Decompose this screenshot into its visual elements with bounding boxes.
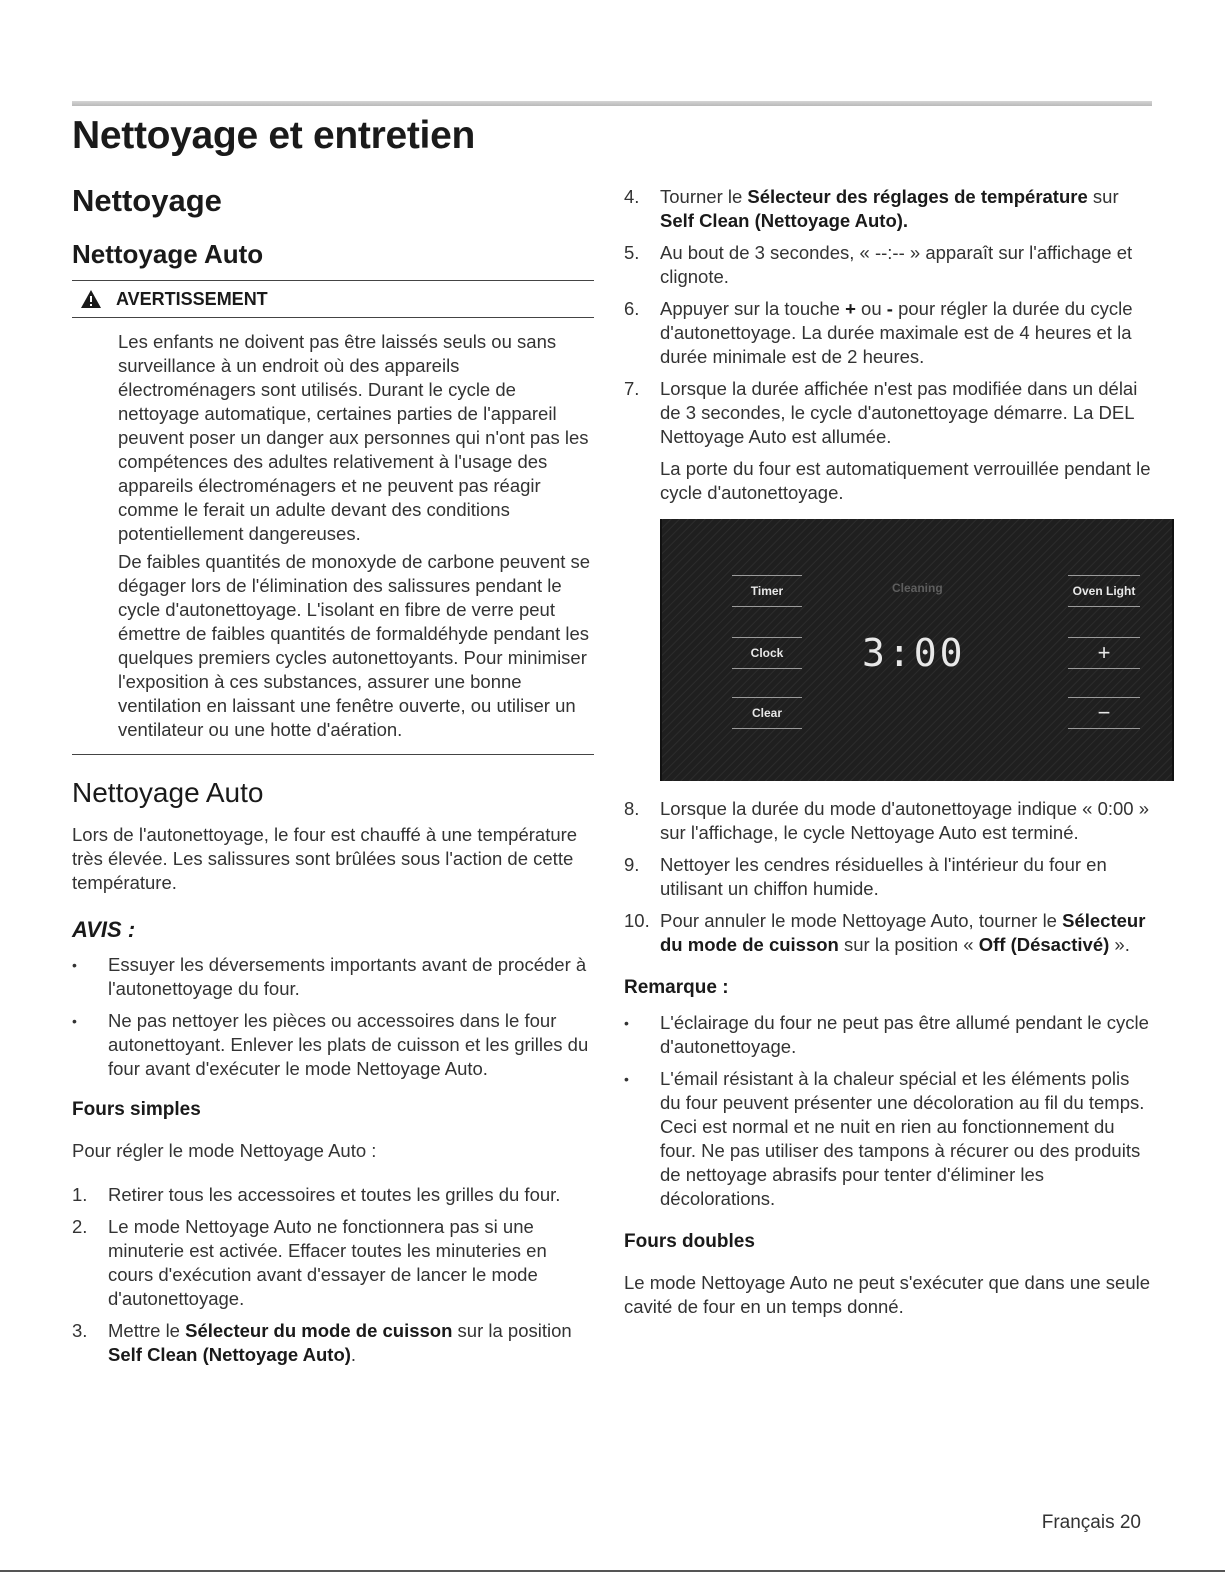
step-number: 3. (72, 1320, 88, 1341)
step-text: Lorsque la durée du mode d'autonettoyage indique « 0:00 » sur l'affichage, le cycle Nettoyage Auto est terminé. (660, 798, 1150, 843)
step-item (624, 377, 1152, 505)
double-ovens-text: Le mode Nettoyage Auto ne peut s'exécuter que dans une seule cavité de four en un temps donné. (624, 1272, 1151, 1317)
warning-paragraph: Les enfants ne doivent pas être laissés seuls ou sans surveillance à un endroit où des appareils électroménagers sont utilisés. Durant le cycle de nettoyage automatique, certaines parties de l'appareil peuvent poser un danger aux personnes qui n'ont pas les compétences des adultes relativement à l'usage des appareils électroménagers et ne peuvent pas réagir comme le ferait un adulte devant des conditions potentiellement dangereuses. (118, 331, 589, 544)
step-number: 7. (624, 378, 640, 399)
text-run: sur la position « (838, 934, 979, 955)
step-number: 6. (624, 298, 640, 319)
avis-label: AVIS (72, 917, 122, 942)
page-number: Français 20 (1041, 1512, 1141, 1533)
step-item (624, 297, 1152, 369)
steps-list (624, 185, 1152, 505)
bold-run: Sélecteur des réglages de température (747, 186, 1088, 207)
list-item: • Essuyer les déversements importants avant de procéder à l'autonettoyage du four. (72, 953, 594, 1001)
subsection-title: Nettoyage Auto (72, 239, 264, 269)
bold-run: Sélecteur du mode de cuisson (660, 910, 1146, 955)
text-run: ». (1109, 934, 1130, 955)
text-run: sur (1087, 186, 1119, 207)
intro-text: Lors de l'autonettoyage, le four est chauffé à une température très élevée. Les salissures sont brûlées sous l'action de cette température. (72, 824, 578, 893)
page-title: Nettoyage et entretien (72, 114, 475, 157)
minus-button: − (1068, 697, 1140, 729)
warning-paragraph: De faibles quantités de monoxyde de carbone peuvent se dégager lors de l'élimination des salissures pendant le cycle d'autonettoyage. L'isolant en fibre de verre peut émettre de faibles quantités de formaldéhyde pendant les quelques premiers cycles autonettoyants. Pour minimiser l'exposition à ces substances, assurer une bonne ventilation en laissant une fenêtre ouverte, ou utiliser un ventilateur ou une hotte d'aération. (118, 551, 591, 740)
oven-light-button: Oven Light (1068, 575, 1140, 607)
bold-run: Self Clean (Nettoyage Auto). (660, 210, 909, 231)
step-item (624, 909, 1152, 957)
step-number: 2. (72, 1216, 88, 1237)
clear-button: Clear (732, 697, 802, 729)
cleaning-indicator: Cleaning (892, 581, 943, 595)
panel-display: 3:00 (862, 631, 966, 675)
step-text (660, 297, 1152, 369)
top-rule (72, 101, 1152, 106)
list-item: • Ne pas nettoyer les pièces ou accessoires dans le four autonettoyant. Enlever les plats de cuisson et les grilles du four avant d'exécuter le mode Nettoyage Auto. (72, 1009, 594, 1081)
avis-colon: : (121, 917, 136, 942)
step-item (624, 185, 1152, 233)
step-number: 4. (624, 186, 640, 207)
simple-intro: Pour régler le mode Nettoyage Auto : (72, 1140, 377, 1161)
warning-box (72, 280, 594, 755)
subsection-title-2: Nettoyage Auto (72, 777, 264, 808)
step-text (108, 1319, 594, 1367)
text-run: Appuyer sur la touche (660, 298, 846, 319)
step-item (72, 1183, 594, 1207)
avis-heading (72, 917, 594, 943)
step-item (72, 1319, 594, 1367)
step-text: Retirer tous les accessoires et toutes les grilles du four. (108, 1184, 561, 1205)
warning-triangle-icon (80, 289, 102, 309)
text-run: ou (855, 298, 887, 319)
step-number: 10. (624, 910, 650, 931)
simple-ovens-heading: Fours simples (72, 1099, 201, 1120)
double-ovens-heading: Fours doubles (624, 1231, 755, 1252)
step-number: 8. (624, 798, 640, 819)
left-column (72, 183, 594, 1375)
timer-button: Timer (732, 575, 802, 607)
step-number: 9. (624, 854, 640, 875)
step-text: Nettoyer les cendres résiduelles à l'intérieur du four en utilisant un chiffon humide. (660, 854, 1107, 899)
step-item (72, 1215, 594, 1311)
warning-title: AVERTISSEMENT (116, 288, 268, 309)
step-item (624, 853, 1152, 901)
step-text: La porte du four est automatiquement verrouillée pendant le cycle d'autonettoyage. (660, 458, 1151, 503)
remarque-list (624, 1011, 1152, 1211)
step-text (660, 185, 1152, 233)
step-text (660, 909, 1152, 957)
warning-text (118, 330, 594, 742)
bold-run: Sélecteur du mode de cuisson (185, 1320, 453, 1341)
plus-button: + (1068, 637, 1140, 669)
right-column (624, 185, 1152, 1319)
step-item (624, 241, 1152, 289)
step-text: Lorsque la durée affichée n'est pas modifiée dans un délai de 3 secondes, le cycle d'autonettoyage démarre. La DEL Nettoyage Auto est allumée. (660, 378, 1138, 447)
text-run: Pour annuler le mode Nettoyage Auto, tourner le (660, 910, 1063, 931)
clock-button: Clock (732, 637, 802, 669)
bold-run: + (845, 298, 856, 319)
text-run: . (350, 1344, 357, 1365)
text-run: sur la position (452, 1320, 572, 1341)
bold-run: - (886, 298, 893, 319)
list-item: • L'émail résistant à la chaleur spécial et les éléments polis du four peuvent présenter une décoloration au fil du temps. Ceci est normal et ne nuit en rien au fonctionnement du four. Ne pas utiliser des tampons à récurer ou des produits de nettoyage abrasifs pour tenter d'éliminer les décolorations. (624, 1067, 1152, 1211)
section-title: Nettoyage (72, 183, 222, 218)
step-number: 5. (624, 242, 640, 263)
text-run: Tourner le (660, 186, 748, 207)
control-panel-image (660, 519, 1174, 781)
text-run: pour régler la durée du cycle d'autonettoyage. La durée maximale est de 4 heures et la durée minimale est de 2 heures. (660, 298, 1133, 367)
avis-list (72, 953, 594, 1081)
step-item (624, 797, 1152, 845)
warning-header (72, 281, 594, 318)
list-item: • L'éclairage du four ne peut pas être allumé pendant le cycle d'autonettoyage. (624, 1011, 1152, 1059)
bold-run: Off (Désactivé) (978, 934, 1110, 955)
bold-run: Self Clean (Nettoyage Auto) (108, 1344, 351, 1365)
bottom-rule (0, 1570, 1225, 1572)
text-run: Mettre le (108, 1320, 186, 1341)
steps-list-continued (624, 797, 1152, 957)
step-number: 1. (72, 1184, 88, 1205)
remarque-heading: Remarque : (624, 977, 729, 998)
step-text: Au bout de 3 secondes, « --:-- » apparaît sur l'affichage et clignote. (660, 242, 1133, 287)
steps-list (72, 1183, 594, 1367)
step-text: Le mode Nettoyage Auto ne fonctionnera pas si une minuterie est activée. Effacer toutes les minuteries en cours d'exécution avant d'essayer de lancer le mode d'autonettoyage. (108, 1216, 547, 1309)
